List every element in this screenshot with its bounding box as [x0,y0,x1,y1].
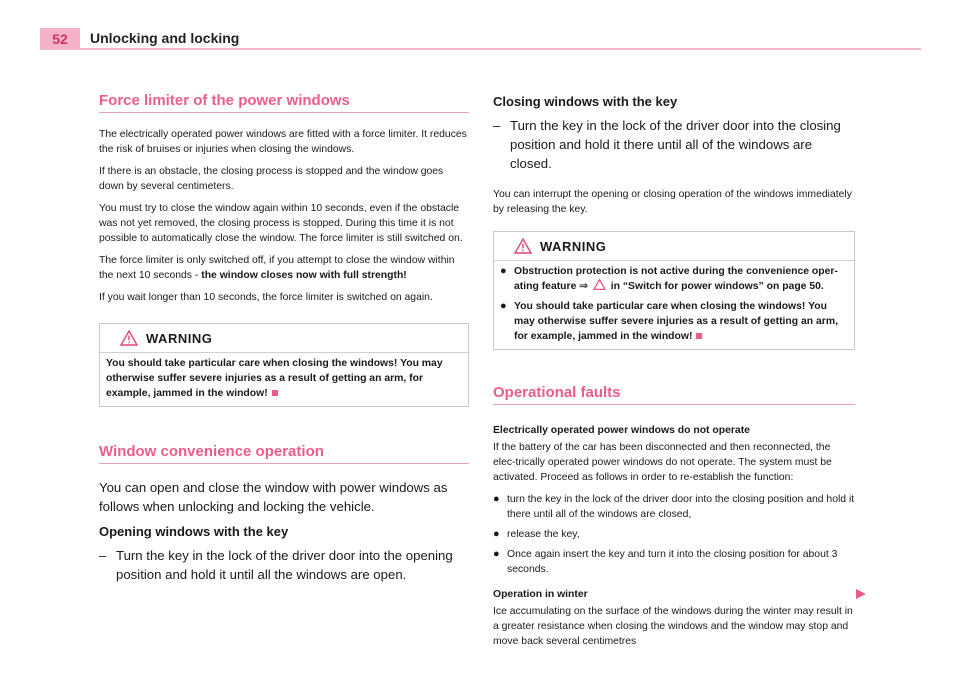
bullet-text-part: in “Switch for power windows” on page 50. [607,281,824,292]
header-rule [40,48,921,50]
section-heading-convenience: Window convenience operation [99,443,469,464]
end-mark-icon [272,390,278,396]
warning-bullet [500,299,848,344]
paragraph: You must try to close the window again within 10 seconds, even if the obstacle was not yet removed, the closing process is stopped. During this time it is not possible to automatically close the window. The force limiter is still switched on. [99,203,463,244]
list-item-text: Once again insert the key and turn it into the closing position for about 3 seconds. [507,549,838,575]
bullet-dot-icon: ● [493,493,500,505]
paragraph: The electrically operated power windows are fitted with a force limiter. It reduces the risk of bruises or injuries when closing the windows. [99,129,467,155]
bullet-text [514,299,848,344]
running-header-title: Unlocking and locking [90,30,240,46]
paragraph: You can interrupt the opening or closing operation of the windows immediately by releasing the key. [493,189,852,215]
step-text: Turn the key in the lock of the driver door into the closing position and hold it there until all of the windows are closed. [510,118,841,171]
step-text: Turn the key in the lock of the driver door into the opening position and hold it until all the windows are open. [116,548,453,582]
bullet-dot-icon: ● [493,548,500,560]
instruction-step [99,546,469,584]
step-dash: – [99,548,107,563]
instruction-step [493,116,855,173]
warning-triangle-icon [593,279,606,290]
emphasis-text: the window closes now with full strength! [201,270,407,281]
list-item-text: turn the key in the lock of the driver door into the closing position and hold it there until all of the windows are closed, [507,494,855,520]
bullet-text [514,264,848,294]
step-dash: – [493,118,501,133]
bullet-text-part: You should take particular care when closing the windows! You may otherwise suffer severe injuries as a result of getting an arm, for example, jammed in the window! [514,301,838,342]
end-mark-icon [696,333,702,339]
paragraph-text: The force limiter is only switched off, if you attempt to close the window within the next 10 seconds - [99,255,455,281]
list-item-text: release the key, [507,529,580,540]
warning-title: WARNING [146,330,213,346]
warning-body [494,261,854,349]
paragraph: If you wait longer than 10 seconds, the force limiter is switched on again. [99,292,433,303]
section-heading-force-limiter: Force limiter of the power windows [99,92,469,113]
paragraph: If there is an obstacle, the closing process is stopped and the window goes down by several centimeters. [99,166,444,192]
warning-header [494,232,854,261]
warning-body [100,353,468,406]
paragraph: If the battery of the car has been disconnected and then reconnected, the elec-trically operated power windows do not operate. The system must be activated. Proceed as follows in order to re-establish the function: [493,442,832,483]
bullet-dot-icon: ● [493,528,500,540]
warning-header [100,324,468,353]
page-number: 52 [40,28,80,49]
paragraph [99,253,469,283]
subheading-operation-in-winter: Operation in winter [493,589,588,600]
paragraph: You can open and close the window with power windows as follows when unlocking and locking the vehicle. [99,480,448,514]
warning-text: You should take particular care when closing the windows! You may otherwise suffer severe injuries as a result of getting an arm, for example, jammed in the window! [106,358,443,399]
section-heading-operational-faults: Operational faults [493,384,855,405]
warning-box [493,231,855,350]
cross-reference-arrow-icon: ⇒ [579,281,588,292]
bullet-text-part: Obstruction protection is not active during the convenience oper-ating feature [514,266,838,292]
warning-bullet [500,264,848,294]
paragraph: Ice accumulating on the surface of the windows during the winter may result in a greater resistance when closing the windows and the window may stop and move back several centimetres [493,606,853,647]
list-item [493,492,855,522]
right-column [493,92,855,656]
warning-title: WARNING [540,238,607,254]
left-column [99,92,469,592]
warning-triangle-icon [120,330,138,346]
warning-triangle-icon [514,238,532,254]
bullet-dot-icon: ● [500,300,507,312]
warning-box [99,323,469,407]
subheading-opening: Opening windows with the key [99,524,289,539]
bullet-dot-icon: ● [500,265,507,277]
subheading-power-windows: Electrically operated power windows do not operate [493,425,750,436]
subheading-closing: Closing windows with the key [493,94,678,109]
list-item [493,527,855,542]
next-page-arrow-icon[interactable] [855,588,867,600]
list-item [493,547,855,577]
